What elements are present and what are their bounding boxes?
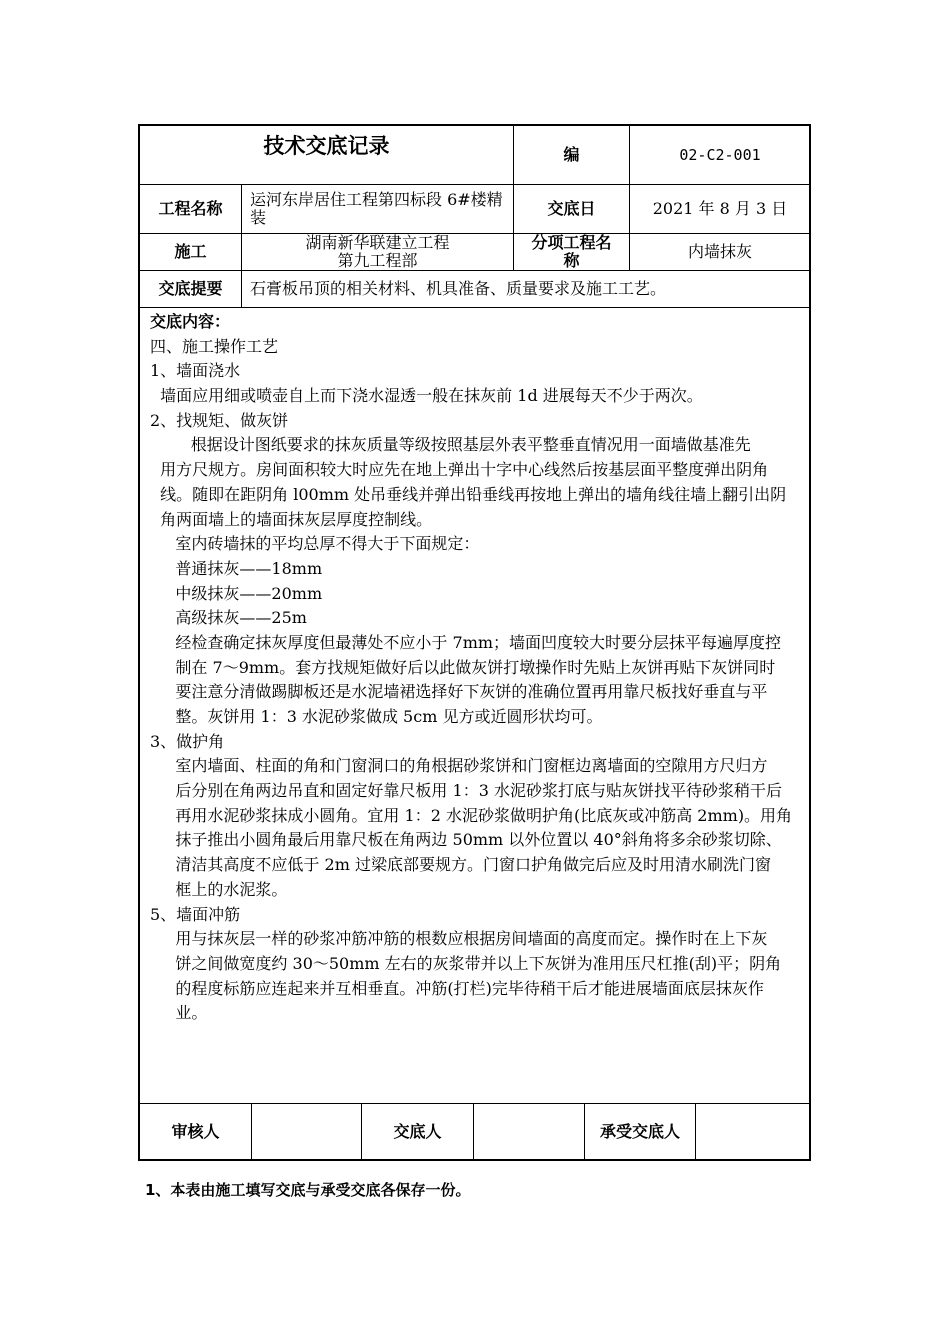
construction-line: 第九工程部 xyxy=(337,251,418,270)
content-line: 线。随即在距阴角 l00mm 处吊垂线并弹出铅垂线再按地上弹出的墙角线往墙上翻引出阴 xyxy=(150,484,787,504)
project-name-line: 装 xyxy=(250,208,267,227)
code-label: 编 xyxy=(563,145,580,164)
content-line: 室内墙面、柱面的角和门窗洞口的角根据砂浆饼和门窗框边离墙面的空隙用方尺归方 xyxy=(150,756,768,776)
discloser-label: 交底人 xyxy=(393,1121,442,1141)
discloser-signature[interactable] xyxy=(474,1104,584,1159)
content-line: 的程度标筋应连起来并互相垂直。冲筋(打栏)完毕待稍干后才能进展墙面底层抹灰作 xyxy=(150,978,764,998)
content-line: 用方尺规方。房间面积较大时应先在地上弹出十字中心线然后按基层面平整度弹出阴角 xyxy=(150,460,769,480)
subitem-label-line: 分项工程名 xyxy=(531,233,612,252)
content-line: 四、施工操作工艺 xyxy=(150,336,279,356)
content-line: 框上的水泥浆。 xyxy=(150,879,288,899)
date-label: 交底日 xyxy=(547,199,596,218)
summary-label: 交底提要 xyxy=(158,279,223,298)
content-line: 墙面应用细或喷壶自上而下浇水湿透一般在抹灰前 1d 进展每天不少于两次。 xyxy=(150,386,703,406)
content-line: 普通抹灰——18mm xyxy=(150,558,323,578)
content-line: 清洁其高度不应低于 2m 过梁底部要规方。门窗口护角做完后应及时用清水刷洗门窗 xyxy=(150,855,771,875)
code-value: 02-C2-001 xyxy=(679,146,761,164)
date-value: 2021 年 8 月 3 日 xyxy=(652,199,788,218)
construction-line: 湖南新华联建立工程 xyxy=(305,233,450,252)
receiver-label: 承受交底人 xyxy=(599,1121,680,1141)
content-line: 要注意分清做踢脚板还是水泥墙裙选择好下灰饼的准确位置再用靠尺板找好垂直与平 xyxy=(150,682,768,702)
disclosure-content xyxy=(150,310,804,1026)
content-line: 根据设计图纸要求的抹灰质量等级按照基层外表平整垂直情况用一面墙做基准先 xyxy=(150,435,751,455)
content-line: 饼之间做宽度约 30～50mm 左右的灰浆带并以上下灰饼为准用压尺杠推(刮)平；阴角 xyxy=(150,953,782,973)
content-line: 3、做护角 xyxy=(150,731,225,751)
content-line: 制在 7～9mm。套方找规矩做好后以此做灰饼打墩操作时先贴上灰饼再贴下灰饼同时 xyxy=(150,657,776,677)
content-line: 1、墙面浇水 xyxy=(150,361,241,381)
content-heading: 交底内容： xyxy=(150,312,231,331)
project-name-label: 工程名称 xyxy=(158,199,223,218)
content-line: 整。灰饼用 1：3 水泥砂浆做成 5cm 见方或近圆形状均可。 xyxy=(150,707,603,726)
content-line: 业。 xyxy=(150,1003,208,1023)
content-line: 用与抹灰层一样的砂浆冲筋冲筋的根数应根据房间墙面的高度而定。操作时在上下灰 xyxy=(150,929,768,949)
content-line: 再用水泥砂浆抹成小圆角。宜用 1：2 水泥砂浆做明护角(比底灰或冲筋高 2mm)。用角 xyxy=(150,805,793,825)
content-line: 室内砖墙抹的平均总厚不得大于下面规定： xyxy=(150,534,480,554)
project-name-line: 运河东岸居住工程第四标段 6#楼精 xyxy=(250,190,503,209)
content-line: 后分别在角两边吊直和固定好靠尺板用 1：3 水泥砂浆打底与贴灰饼找平待砂浆稍干后 xyxy=(150,781,782,801)
subitem-label xyxy=(514,234,629,270)
content-line: 5、墙面冲筋 xyxy=(150,904,241,924)
content-line: 角两面墙上的墙面抹灰层厚度控制线。 xyxy=(150,509,433,529)
receiver-signature[interactable] xyxy=(696,1104,810,1159)
document-title: 技术交底记录 xyxy=(263,134,390,158)
content-line: 高级抹灰——25m xyxy=(150,608,307,628)
content-line: 抹子推出小圆角最后用靠尺板在角两边 50mm 以外位置以 40°斜角将多余砂浆切除、 xyxy=(150,830,782,850)
construction-label: 施工 xyxy=(174,242,207,261)
construction-value xyxy=(242,234,513,270)
reviewer-label: 审核人 xyxy=(171,1121,220,1141)
content-body xyxy=(150,335,804,1026)
footnote: 1、本表由施工填写交底与承受交底各保存一份。 xyxy=(145,1181,471,1199)
subitem-label-line: 称 xyxy=(563,251,580,270)
content-line: 经检查确定抹灰厚度但最薄处不应小于 7mm；墙面凹度较大时要分层抹平每遍厚度控 xyxy=(150,632,782,652)
reviewer-signature[interactable] xyxy=(252,1104,361,1159)
project-name-value xyxy=(242,185,513,233)
content-line: 2、找规矩、做灰饼 xyxy=(150,410,289,430)
summary-value: 石膏板吊顶的相关材料、机具准备、质量要求及施工工艺。 xyxy=(250,279,667,298)
content-line: 中级抹灰——20mm xyxy=(150,583,323,603)
row-divider xyxy=(139,307,810,308)
subitem-value: 内墙抹灰 xyxy=(687,242,752,261)
